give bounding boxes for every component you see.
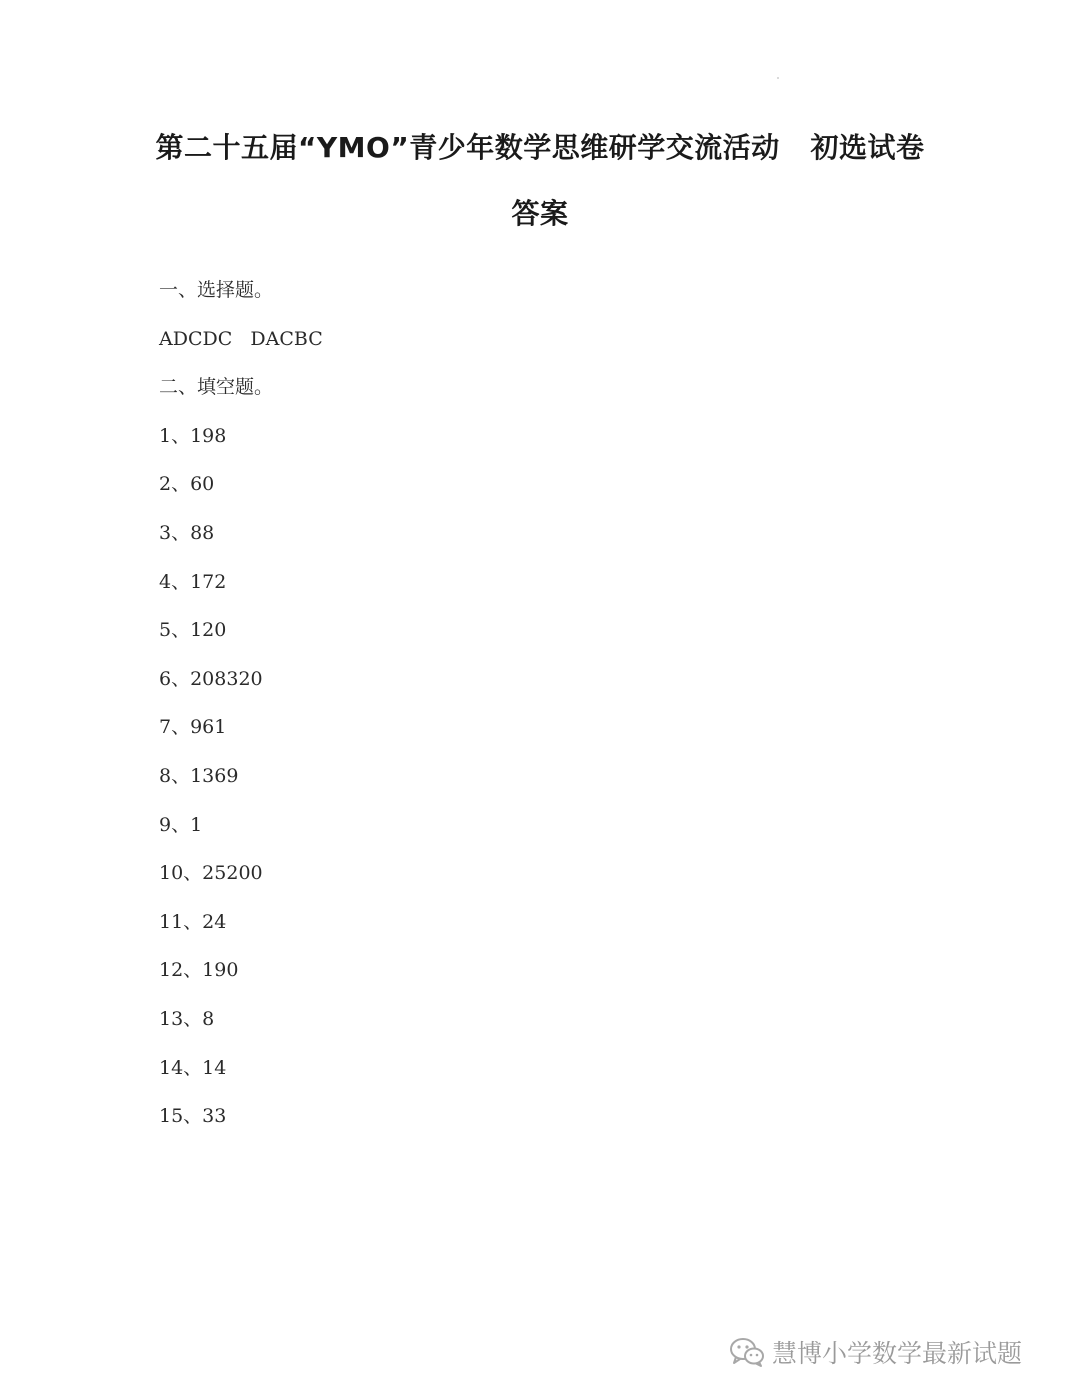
answer-line: 11、24 [159,910,227,933]
wechat-icon [728,1335,766,1369]
answer-line: 2、60 [159,473,215,496]
answer-line: 13、8 [159,1007,215,1030]
answer-line: 9、1 [159,813,203,836]
answer-line: 1、198 [159,424,227,447]
answer-line: 14、14 [159,1056,227,1079]
choice-answers: ADCDC DACBC [159,327,323,350]
watermark-text: 慧博小学数学最新试题 [772,1339,1023,1368]
answer-line: 15、33 [159,1105,227,1128]
answer-list [159,276,323,1151]
answer-line: 10、25200 [159,862,263,885]
section-heading-fill: 二、填空题。 [159,376,274,399]
answer-line: 4、172 [159,570,227,593]
document-title: 第二十五届“YMO”青少年数学思维研学交流活动 初选试卷 [155,131,925,164]
document-subtitle: 答案 [511,197,569,230]
watermark [728,1332,1022,1372]
answer-line: 8、1369 [159,764,239,787]
answer-line: 3、88 [159,521,215,544]
answer-line: 7、961 [159,716,227,739]
answer-line: 6、208320 [159,667,263,690]
scan-speck [777,77,779,79]
answer-line: 12、190 [159,959,239,982]
section-heading-choice: 一、选择题。 [159,279,274,301]
answer-line: 5、120 [159,619,227,642]
